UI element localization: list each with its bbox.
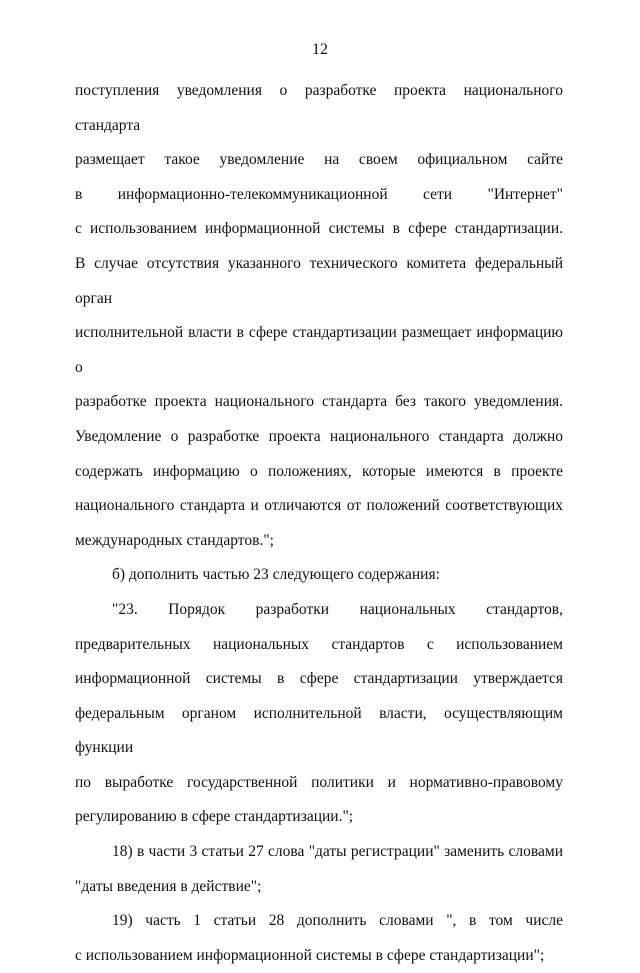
text-line: размещает такое уведомление на своем официальном сайте: [75, 151, 563, 169]
text-line: с использованием информационной системы в сфере стандартизации";: [75, 946, 545, 964]
text-line: "23. Порядок разработки национальных стандартов,: [112, 600, 563, 618]
text-line: исполнительной власти в сфере стандартизации размещает информацию о: [75, 324, 563, 376]
text-line: разработке проекта национального стандарта без такого уведомления.: [75, 393, 563, 411]
text-line: Уведомление о разработке проекта национального стандарта должно: [75, 427, 563, 445]
text-line: В случае отсутствия указанного технического комитета федеральный орган: [75, 254, 563, 307]
text-line: национального стандарта и отличаются от положений соответствующих: [75, 497, 563, 515]
text-line: информационной системы в сфере стандартизации утверждается: [75, 670, 563, 688]
text-line: "даты введения в действие";: [75, 877, 262, 895]
text-line: с использованием информационной системы в сфере стандартизации.: [75, 220, 563, 238]
text-line: по выработке государственной политики и нормативно-правовому: [75, 773, 563, 791]
text-line: содержать информацию о положениях, которые имеются в проекте: [75, 462, 563, 480]
text-line: 18) в части 3 статьи 27 слова "даты регистрации" заменить словами: [112, 843, 563, 861]
text-line: регулированию в сфере стандартизации.";: [75, 808, 354, 826]
text-line: международных стандартов.";: [75, 531, 274, 549]
text-line: б) дополнить частью 23 следующего содержания:: [112, 566, 440, 584]
text-line: в информационно-телекоммуникационной сети "Интернет": [75, 185, 563, 203]
text-line: 19) часть 1 статьи 28 дополнить словами ", в том числе: [112, 912, 563, 930]
text-line: поступления уведомления о разработке проекта национального стандарта: [75, 82, 563, 134]
text-line: предварительных национальных стандартов с использованием: [75, 635, 563, 653]
text-line: федеральным органом исполнительной власти, осуществляющим функции: [75, 704, 563, 757]
document-body: [75, 74, 563, 973]
page-number: 12: [312, 41, 328, 58]
